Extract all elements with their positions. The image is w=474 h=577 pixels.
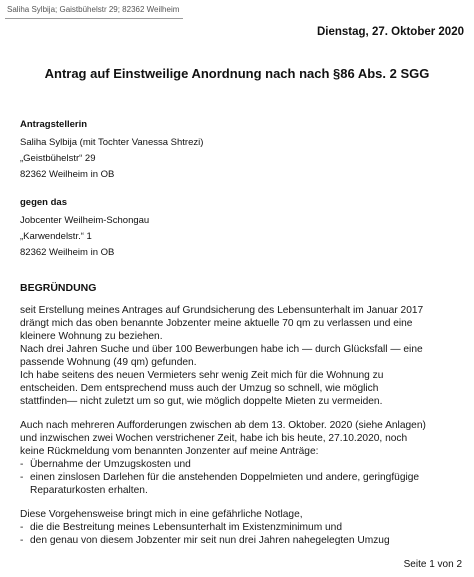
body-line: Nach drei Jahren Suche und über 100 Bewerbungen habe ich — durch Glücksfall — eine [20, 344, 423, 355]
reasoning-heading: BEGRÜNDUNG [20, 282, 97, 294]
applicant-label: Antragstellerin [20, 119, 88, 130]
respondent-label: gegen das [20, 197, 67, 208]
body-line: Ich habe seitens des neuen Vermieters sehr wenig Zeit mich für die Wohnung zu [20, 370, 384, 381]
bullet-text: einen zinslosen Darlehen für die anstehenden Doppelmieten und andere, geringfügige [30, 472, 420, 483]
body-line: entscheiden. Dem entsprechend muss auch der Umzug so schnell, wie möglich [20, 383, 379, 394]
respondent-street: „Karwendelstr.“ 1 [20, 231, 92, 242]
bullet-text: den genau von diesem Jobzenter mir seit nun drei Jahren nahegelegten Umzug [30, 535, 390, 546]
bullet-item [20, 535, 390, 547]
bullet-item [20, 522, 342, 534]
body-line: kleinere Wohnung zu beziehen. [20, 331, 163, 342]
body-line: drängt mich das oben benannte Jobzenter meine aktuelle 70 qm zu verlassen und eine [20, 318, 413, 329]
applicant-name: Saliha Sylbija (mit Tochter Vanessa Shtrezi) [20, 137, 204, 148]
body-line: Diese Vorgehensweise bringt mich in eine gefährliche Notlage, [20, 509, 303, 520]
sender-divider [5, 18, 183, 19]
applicant-street: „Geistbühelstr“ 29 [20, 153, 96, 164]
body-line: keine Rückmeldung vom benannten Jonzenter auf meine Anträge: [20, 446, 319, 457]
bullet-marker: - [20, 459, 24, 470]
bullet-marker: - [20, 522, 24, 533]
respondent-city: 82362 Weilheim in OB [20, 247, 115, 258]
body-line: passende Wohnung (49 qm) gefunden. [20, 357, 197, 368]
bullet-marker: - [20, 535, 24, 546]
document-title: Antrag auf Einstweilige Anordnung nach nach §86 Abs. 2 SGG [44, 66, 430, 81]
body-line: seit Erstellung meines Antrages auf Grundsicherung des Lebensunterhalt im Januar 2017 [20, 305, 424, 316]
respondent-name: Jobcenter Weilheim-Schongau [20, 215, 150, 226]
letter-date: Dienstag, 27. Oktober 2020 [316, 26, 464, 38]
body-line: stattfinden— nicht zuletzt um so gut, wie möglich doppelte Mieten zu vermeiden. [20, 396, 383, 407]
bullet-text: Übernahme der Umzugskosten und [30, 459, 191, 470]
page-number: Seite 1 von 2 [403, 559, 462, 570]
applicant-city: 82362 Weilheim in OB [20, 169, 115, 180]
body-line: und inzwischen zwei Wochen verstrichener Zeit, habe ich bis heute, 27.10.2020, noch [20, 433, 408, 444]
sender-address-line: Saliha Sylbija; Gaistbühelstr 29; 82362 Weilheim [7, 5, 180, 14]
bullet-text: die die Bestreitung meines Lebensunterhalt im Existenzminimum und [30, 522, 343, 533]
bullet-continuation: Reparaturkosten erhalten. [30, 485, 148, 496]
bullet-item [20, 459, 191, 471]
body-line: Auch nach mehreren Aufforderungen zwischen ab dem 13. Oktober. 2020 (siehe Anlagen) [20, 420, 426, 431]
bullet-marker: - [20, 472, 24, 483]
bullet-item [20, 472, 419, 484]
